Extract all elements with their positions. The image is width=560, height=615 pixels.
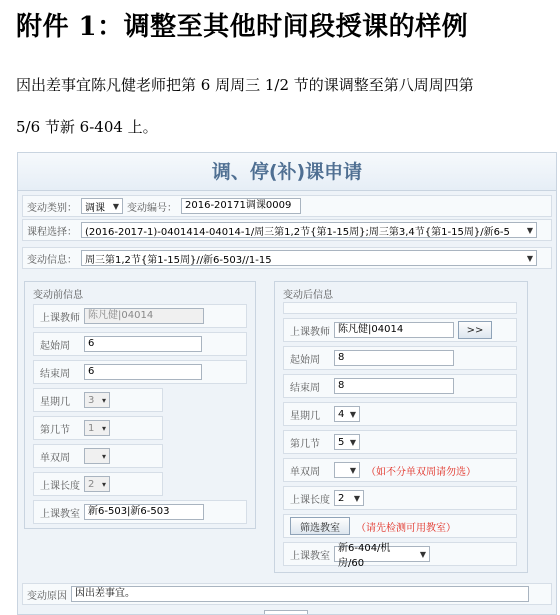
after-info-panel bbox=[274, 281, 528, 573]
after-oddeven-row bbox=[283, 458, 517, 482]
before-start-week-row bbox=[33, 332, 247, 356]
after-teacher-row bbox=[283, 318, 517, 342]
after-filter-row bbox=[283, 514, 517, 538]
before-teacher-field: 陈凡健|04014 bbox=[84, 308, 204, 324]
after-end-week-row bbox=[283, 374, 517, 398]
after-weekday-row bbox=[283, 402, 517, 426]
course-select-label: 课程选择： bbox=[27, 226, 77, 238]
before-room-label: 上课教室 bbox=[40, 508, 80, 520]
after-room-value: 新6-404/机房/60 bbox=[338, 543, 391, 569]
before-room-row bbox=[33, 500, 247, 524]
change-type-label: 变动类别： bbox=[27, 202, 77, 214]
pick-teacher-button[interactable]: >> bbox=[458, 321, 492, 339]
chevron-down-icon: ▼ bbox=[419, 549, 426, 559]
before-end-week-field[interactable]: 6 bbox=[84, 364, 202, 380]
before-weekday-row bbox=[33, 388, 163, 412]
course-select[interactable] bbox=[81, 222, 537, 238]
before-length-row bbox=[33, 472, 163, 496]
before-start-week-label: 起始周 bbox=[40, 340, 70, 352]
chevron-down-icon: ▼ bbox=[353, 493, 360, 503]
course-change-form-screenshot bbox=[17, 152, 557, 615]
change-reason-row bbox=[22, 583, 552, 605]
after-empty-row bbox=[283, 302, 517, 314]
before-period-value: 1 bbox=[88, 422, 95, 434]
after-room-row bbox=[283, 542, 517, 569]
after-start-week-label: 起始周 bbox=[290, 354, 320, 366]
course-select-value: (2016-2017-1)-0401414-04014-1/周三第1,2节{第1-15周};周三第3,4节{第1-15周}/新6-5 bbox=[85, 226, 510, 238]
before-panel-title: 变动前信息 bbox=[33, 290, 83, 301]
before-info-panel bbox=[24, 281, 256, 529]
chevron-down-icon: ▼ bbox=[349, 437, 356, 447]
after-start-week-field[interactable]: 8 bbox=[334, 350, 454, 366]
chevron-down-icon: ▾ bbox=[101, 423, 106, 433]
after-panel-title: 变动后信息 bbox=[283, 290, 333, 301]
change-reason-field[interactable]: 因出差事宜。 bbox=[71, 586, 529, 602]
change-type-row bbox=[22, 195, 552, 217]
before-period-label: 第几节 bbox=[40, 424, 70, 436]
chevron-down-icon: ▾ bbox=[101, 395, 106, 405]
change-no-field[interactable]: 2016-20171调课0009 bbox=[181, 198, 301, 214]
before-length-select bbox=[84, 476, 110, 492]
change-no-label: 变动编号： bbox=[127, 202, 177, 214]
before-room-field[interactable]: 新6-503|新6-503 bbox=[84, 504, 204, 520]
before-weekday-select bbox=[84, 392, 110, 408]
after-period-label: 第几节 bbox=[290, 438, 320, 450]
before-oddeven-select bbox=[84, 448, 110, 464]
form-title: 调、停(补)课申请 bbox=[18, 153, 556, 191]
change-type-value: 调课 bbox=[85, 202, 105, 214]
chevron-down-icon: ▼ bbox=[526, 253, 533, 263]
before-oddeven-label: 单双周 bbox=[40, 452, 70, 464]
after-oddeven-label: 单双周 bbox=[290, 466, 320, 478]
change-info-label: 变动信息： bbox=[27, 254, 77, 266]
change-info-value: 周三第1,2节{第1-15周}//新6-503//1-15 bbox=[85, 254, 272, 266]
doc-paragraph-line-1: 因出差事宜陈凡健老师把第 6 周周三 1/2 节的课调整至第八周周四第 bbox=[16, 76, 474, 94]
before-end-week-row bbox=[33, 360, 247, 384]
before-start-week-field[interactable]: 6 bbox=[84, 336, 202, 352]
after-room-label: 上课教室 bbox=[290, 550, 330, 562]
after-length-select[interactable] bbox=[334, 490, 364, 506]
chevron-down-icon: ▼ bbox=[349, 409, 356, 419]
before-teacher-row bbox=[33, 304, 247, 328]
chevron-down-icon: ▼ bbox=[526, 225, 533, 235]
before-weekday-label: 星期几 bbox=[40, 396, 70, 408]
oddeven-hint: （如不分单双周请勿选） bbox=[366, 466, 476, 478]
after-length-label: 上课长度 bbox=[290, 494, 330, 506]
after-start-week-row bbox=[283, 346, 517, 370]
change-reason-label: 变动原因 bbox=[27, 590, 67, 602]
after-weekday-select[interactable] bbox=[334, 406, 360, 422]
after-end-week-label: 结束周 bbox=[290, 382, 320, 394]
chevron-down-icon: ▼ bbox=[112, 201, 119, 211]
after-teacher-label: 上课教师 bbox=[290, 326, 330, 338]
chevron-down-icon: ▾ bbox=[101, 479, 106, 489]
after-length-row bbox=[283, 486, 517, 510]
before-end-week-label: 结束周 bbox=[40, 368, 70, 380]
before-period-select bbox=[84, 420, 110, 436]
after-period-row bbox=[283, 430, 517, 454]
after-end-week-field[interactable]: 8 bbox=[334, 378, 454, 394]
change-info-row bbox=[22, 247, 552, 269]
filter-hint: （请先检测可用教室） bbox=[356, 522, 456, 534]
after-period-select[interactable] bbox=[334, 434, 360, 450]
doc-paragraph-line-2: 5/6 节新 6-404 上。 bbox=[16, 118, 158, 136]
change-type-select[interactable] bbox=[81, 198, 123, 214]
after-period-value: 5 bbox=[338, 436, 345, 448]
after-weekday-value: 4 bbox=[338, 408, 345, 420]
before-length-label: 上课长度 bbox=[40, 480, 80, 492]
before-length-value: 2 bbox=[88, 478, 95, 490]
filter-rooms-button[interactable]: 筛选教室 bbox=[290, 517, 350, 535]
before-weekday-value: 3 bbox=[88, 394, 95, 406]
after-teacher-field[interactable]: 陈凡健|04014 bbox=[334, 322, 454, 338]
doc-heading: 附件 1：调整至其他时间段授课的样例 bbox=[16, 12, 469, 42]
before-teacher-label: 上课教师 bbox=[40, 312, 80, 324]
after-length-value: 2 bbox=[338, 492, 345, 504]
course-select-row bbox=[22, 219, 552, 241]
after-oddeven-select[interactable] bbox=[334, 462, 360, 478]
chevron-down-icon: ▼ bbox=[349, 465, 356, 475]
after-room-select[interactable] bbox=[334, 543, 430, 569]
after-weekday-label: 星期几 bbox=[290, 410, 320, 422]
before-period-row bbox=[33, 416, 163, 440]
submit-button-partial[interactable] bbox=[264, 610, 308, 615]
before-oddeven-row bbox=[33, 444, 163, 468]
chevron-down-icon: ▾ bbox=[101, 451, 106, 461]
change-info-select[interactable] bbox=[81, 250, 537, 266]
